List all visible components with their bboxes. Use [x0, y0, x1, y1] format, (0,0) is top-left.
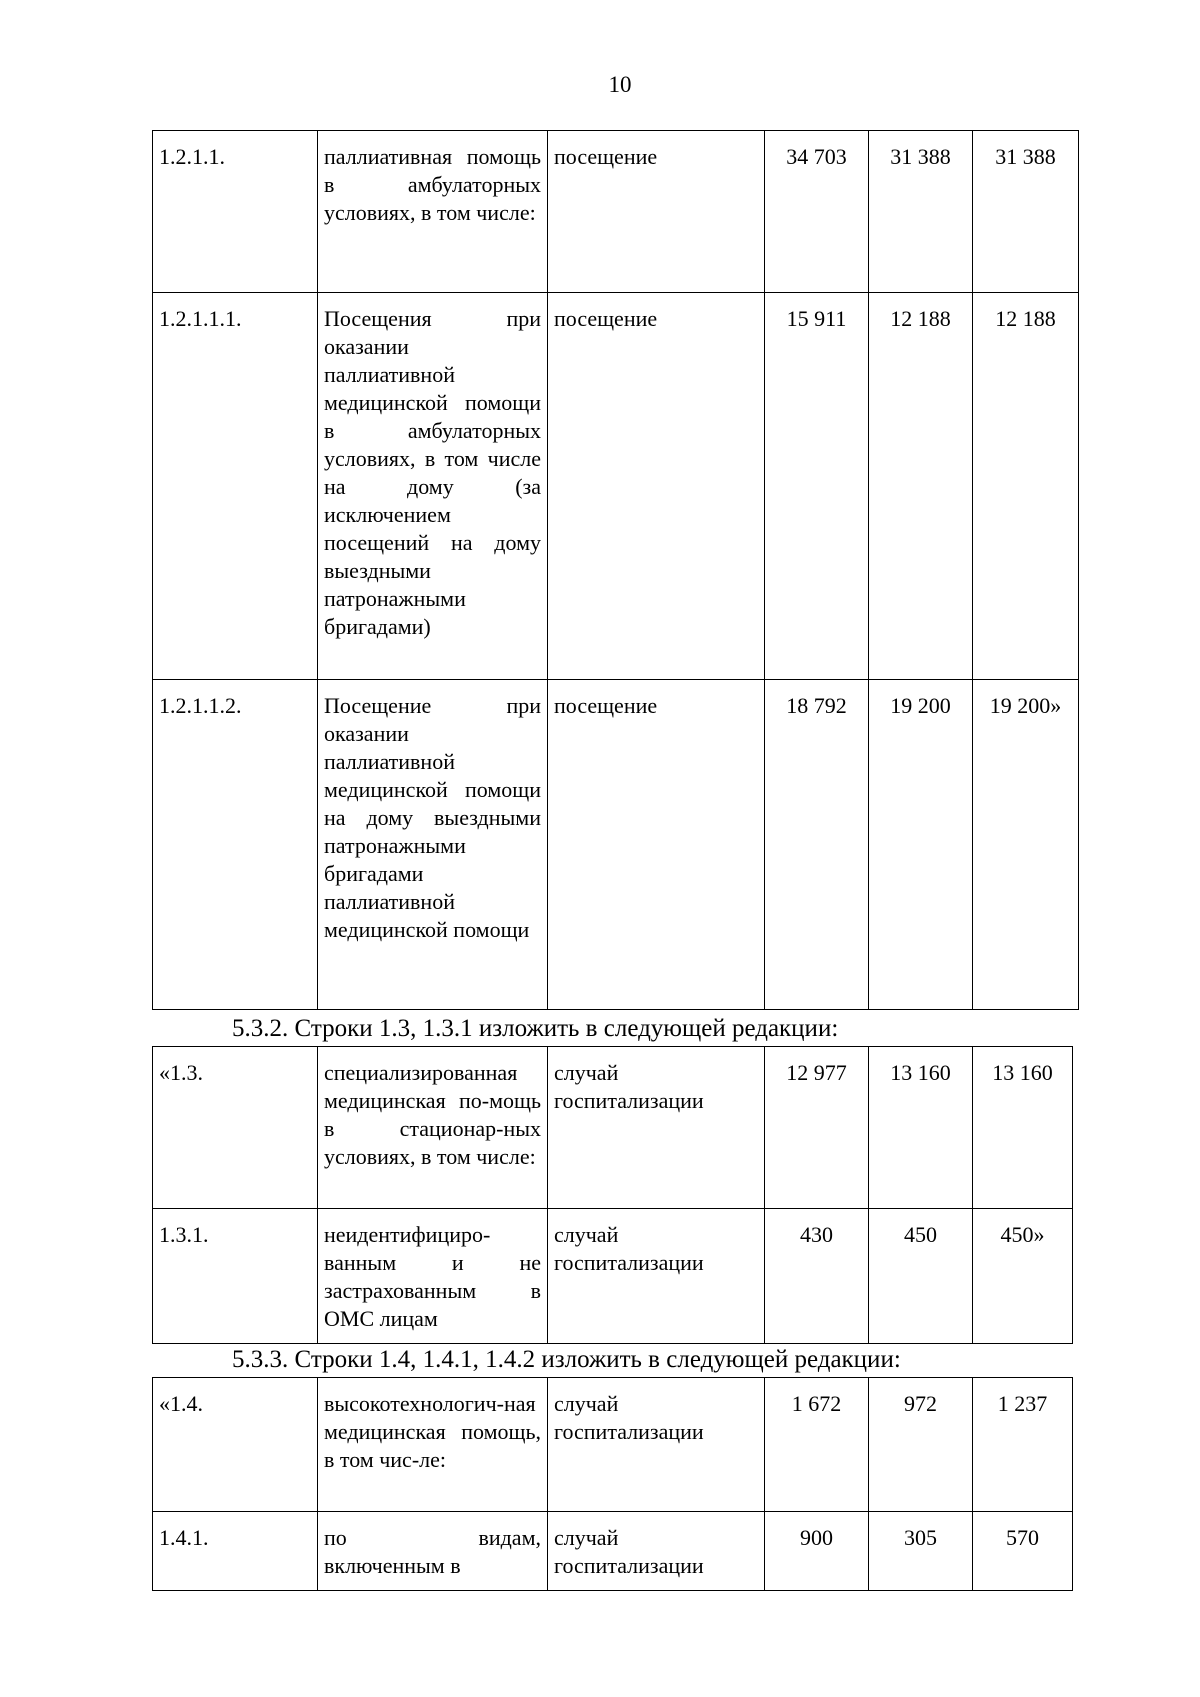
table-row	[153, 680, 1079, 1010]
row-name: по видам, включенным в	[318, 1512, 548, 1591]
row-value-3: 450»	[973, 1209, 1073, 1344]
row-value-1: 12 977	[765, 1047, 869, 1209]
row-unit: посещение	[548, 680, 765, 1010]
row-unit: посещение	[548, 293, 765, 680]
row-number: 1.2.1.1.1.	[153, 293, 318, 680]
row-value-2: 972	[869, 1378, 973, 1512]
row-number: 1.4.1.	[153, 1512, 318, 1591]
row-name: Посещения при оказании паллиативной медицинской помощи в амбулаторных условиях, в том числе на дому (за исключением посещений на дому выездными патронажными бригадами)	[318, 293, 548, 680]
table-row	[153, 1378, 1073, 1512]
table-row	[153, 131, 1079, 293]
page-number: 10	[608, 72, 632, 97]
row-value-1: 1 672	[765, 1378, 869, 1512]
row-value-3: 12 188	[973, 293, 1079, 680]
row-value-1: 18 792	[765, 680, 869, 1010]
table-specialized-care	[152, 1046, 1073, 1344]
row-name: высокотехнологич-ная медицинская помощь, в том чис-ле:	[318, 1378, 548, 1512]
row-number: 1.2.1.1.2.	[153, 680, 318, 1010]
row-number: «1.4.	[153, 1378, 318, 1512]
row-value-3: 19 200»	[973, 680, 1079, 1010]
row-unit: случай госпитализации	[548, 1512, 765, 1591]
table-row	[153, 1512, 1073, 1591]
row-value-1: 900	[765, 1512, 869, 1591]
row-name: специализированная медицинская по-мощь в стационар-ных условиях, в том числе:	[318, 1047, 548, 1209]
row-unit: посещение	[548, 131, 765, 293]
row-number: 1.3.1.	[153, 1209, 318, 1344]
row-value-3: 570	[973, 1512, 1073, 1591]
row-name: паллиативная помощь в амбулаторных условиях, в том числе:	[318, 131, 548, 293]
row-number: 1.2.1.1.	[153, 131, 318, 293]
row-name: Посещение при оказании паллиативной медицинской помощи на дому выездными патронажными бригадами паллиативной медицинской помощи	[318, 680, 548, 1010]
row-number: «1.3.	[153, 1047, 318, 1209]
row-value-2: 450	[869, 1209, 973, 1344]
row-value-2: 19 200	[869, 680, 973, 1010]
row-value-3: 1 237	[973, 1378, 1073, 1512]
row-value-1: 430	[765, 1209, 869, 1344]
row-name: неидентифициро-ванным и не застрахованным в ОМС лицам	[318, 1209, 548, 1344]
row-value-2: 12 188	[869, 293, 973, 680]
paragraph-5-3-2: 5.3.2. Строки 1.3, 1.3.1 изложить в следующей редакции:	[232, 1015, 839, 1042]
row-value-3: 13 160	[973, 1047, 1073, 1209]
table-row	[153, 293, 1079, 680]
row-value-1: 34 703	[765, 131, 869, 293]
row-value-1: 15 911	[765, 293, 869, 680]
row-unit: случай госпитализации	[548, 1378, 765, 1512]
table-palliative-care	[152, 130, 1079, 1010]
table-row	[153, 1209, 1073, 1344]
table-row	[153, 1047, 1073, 1209]
row-value-2: 31 388	[869, 131, 973, 293]
paragraph-5-3-3: 5.3.3. Строки 1.4, 1.4.1, 1.4.2 изложить в следующей редакции:	[232, 1346, 901, 1373]
row-value-2: 305	[869, 1512, 973, 1591]
row-value-3: 31 388	[973, 131, 1079, 293]
table-high-tech-care	[152, 1377, 1073, 1591]
row-value-2: 13 160	[869, 1047, 973, 1209]
row-unit: случай госпитализации	[548, 1209, 765, 1344]
row-unit: случай госпитализации	[548, 1047, 765, 1209]
